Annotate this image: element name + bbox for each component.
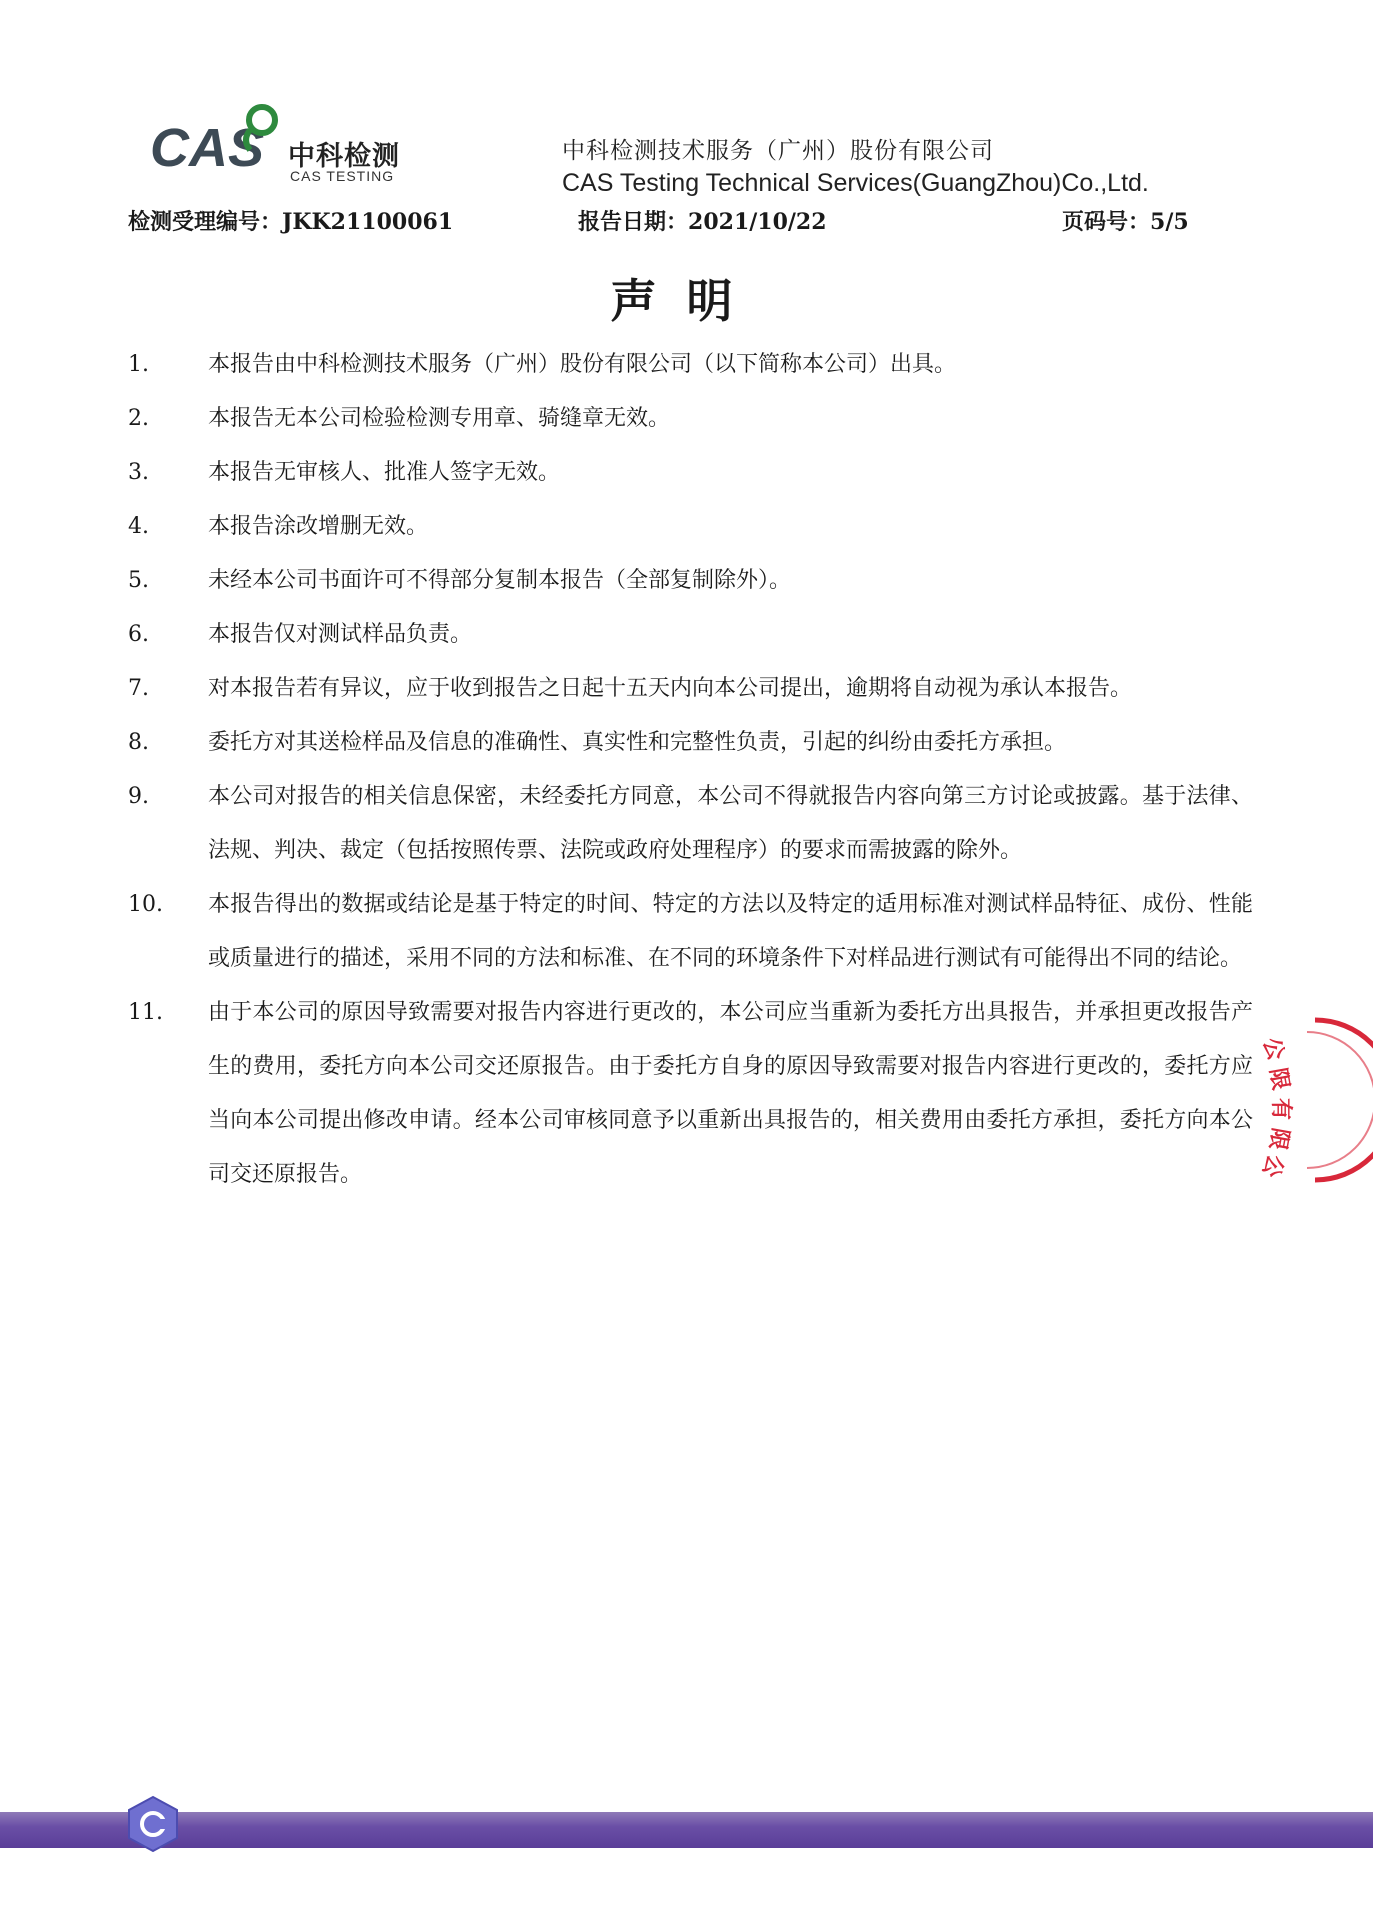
page-title: 声明 (610, 274, 763, 328)
item-text: 未经本公司书面许可不得部分复制本报告（全部复制除外）。 (208, 568, 792, 593)
item-number: 3. (128, 460, 149, 485)
item-number: 8. (128, 730, 149, 755)
logo-english-name: CAS TESTING (290, 168, 395, 184)
item-number: 11. (128, 1000, 163, 1025)
item-number: 4. (128, 514, 149, 539)
report-date (578, 205, 827, 236)
list-item (128, 662, 1253, 716)
svg-text:CAS: CAS (150, 118, 265, 178)
acceptance-number (128, 205, 453, 236)
list-item (128, 392, 1253, 446)
item-number: 5. (128, 568, 149, 593)
item-number: 10. (128, 892, 163, 917)
list-item (128, 554, 1253, 608)
svg-text:有: 有 (1268, 1098, 1293, 1121)
item-text: 本报告涂改增删无效。 (208, 514, 429, 539)
company-logo (150, 100, 420, 190)
list-item (128, 716, 1253, 770)
footer-band (0, 1812, 1373, 1848)
statement-list (128, 338, 1253, 1202)
red-seal-stamp-icon (1255, 1010, 1373, 1190)
item-text: 本报告无本公司检验检测专用章、骑缝章无效。 (208, 406, 671, 431)
page-number (1062, 205, 1189, 236)
cas-logo-mark-icon (150, 100, 300, 180)
item-text: 本报告由中科检测技术服务（广州）股份有限公司（以下简称本公司）出具。 (208, 352, 957, 377)
item-number: 7. (128, 676, 149, 701)
item-text: 本报告无审核人、批准人签字无效。 (208, 460, 561, 485)
report-date-value: 2021/10/22 (688, 209, 827, 235)
item-text: 由于本公司的原因导致需要对报告内容进行更改的，本公司应当重新为委托方出具报告，并承担更改报告产生的费用，委托方向本公司交还原报告。由于委托方自身的原因导致需要对报告内容进行更改的，委托方应当向本公司提出修改申请。经本公司审核同意予以重新出具报告的，相关费用由委托方承担，委托方向本公司交还原报告。 (208, 1000, 1253, 1187)
item-number: 9. (128, 784, 149, 809)
svg-text:公: 公 (1256, 1151, 1288, 1181)
page-number-value: 5/5 (1150, 209, 1189, 235)
company-name-cn: 中科检测技术服务（广州）股份有限公司 (562, 138, 994, 164)
item-text: 本报告得出的数据或结论是基于特定的时间、特定的方法以及特定的适用标准对测试样品特征、成份、性能或质量进行的描述，采用不同的方法和标准、在不同的环境条件下对样品进行测试有可能得出不同的结论。 (208, 892, 1253, 971)
item-number: 2. (128, 406, 149, 431)
company-name-block (562, 132, 1149, 198)
svg-text:限: 限 (1264, 1125, 1293, 1152)
logo-chinese-name: 中科检测 (288, 141, 400, 172)
item-text: 委托方对其送检样品及信息的准确性、真实性和完整性负责，引起的纠纷由委托方承担。 (208, 730, 1067, 755)
list-item (128, 770, 1253, 878)
cas-hexagon-logo-icon (124, 1795, 182, 1853)
company-seal (1255, 1010, 1373, 1190)
list-item (128, 338, 1253, 392)
list-item (128, 878, 1253, 986)
company-name-en: CAS Testing Technical Services(GuangZhou)Co.,Ltd. (562, 169, 1149, 197)
item-number: 6. (128, 622, 149, 647)
acceptance-label: 检测受理编号： (128, 209, 283, 235)
list-item (128, 608, 1253, 662)
svg-text:限: 限 (1264, 1066, 1293, 1093)
list-item (128, 500, 1253, 554)
page-number-label: 页码号： (1062, 209, 1151, 235)
acceptance-value: JKK21100061 (282, 209, 454, 235)
list-item (128, 446, 1253, 500)
item-number: 1. (128, 352, 149, 377)
item-text: 本公司对报告的相关信息保密，未经委托方同意，本公司不得就报告内容向第三方讨论或披露。基于法律、法规、判决、裁定（包括按照传票、法院或政府处理程序）的要求而需披露的除外。 (208, 784, 1253, 863)
item-text: 本报告仅对测试样品负责。 (208, 622, 473, 647)
report-date-label: 报告日期： (578, 209, 689, 235)
item-text: 对本报告若有异议，应于收到报告之日起十五天内向本公司提出，逾期将自动视为承认本报告。 (208, 676, 1133, 701)
footer-logo (124, 1795, 182, 1853)
svg-text:公: 公 (1257, 1034, 1289, 1064)
list-item (128, 986, 1253, 1202)
